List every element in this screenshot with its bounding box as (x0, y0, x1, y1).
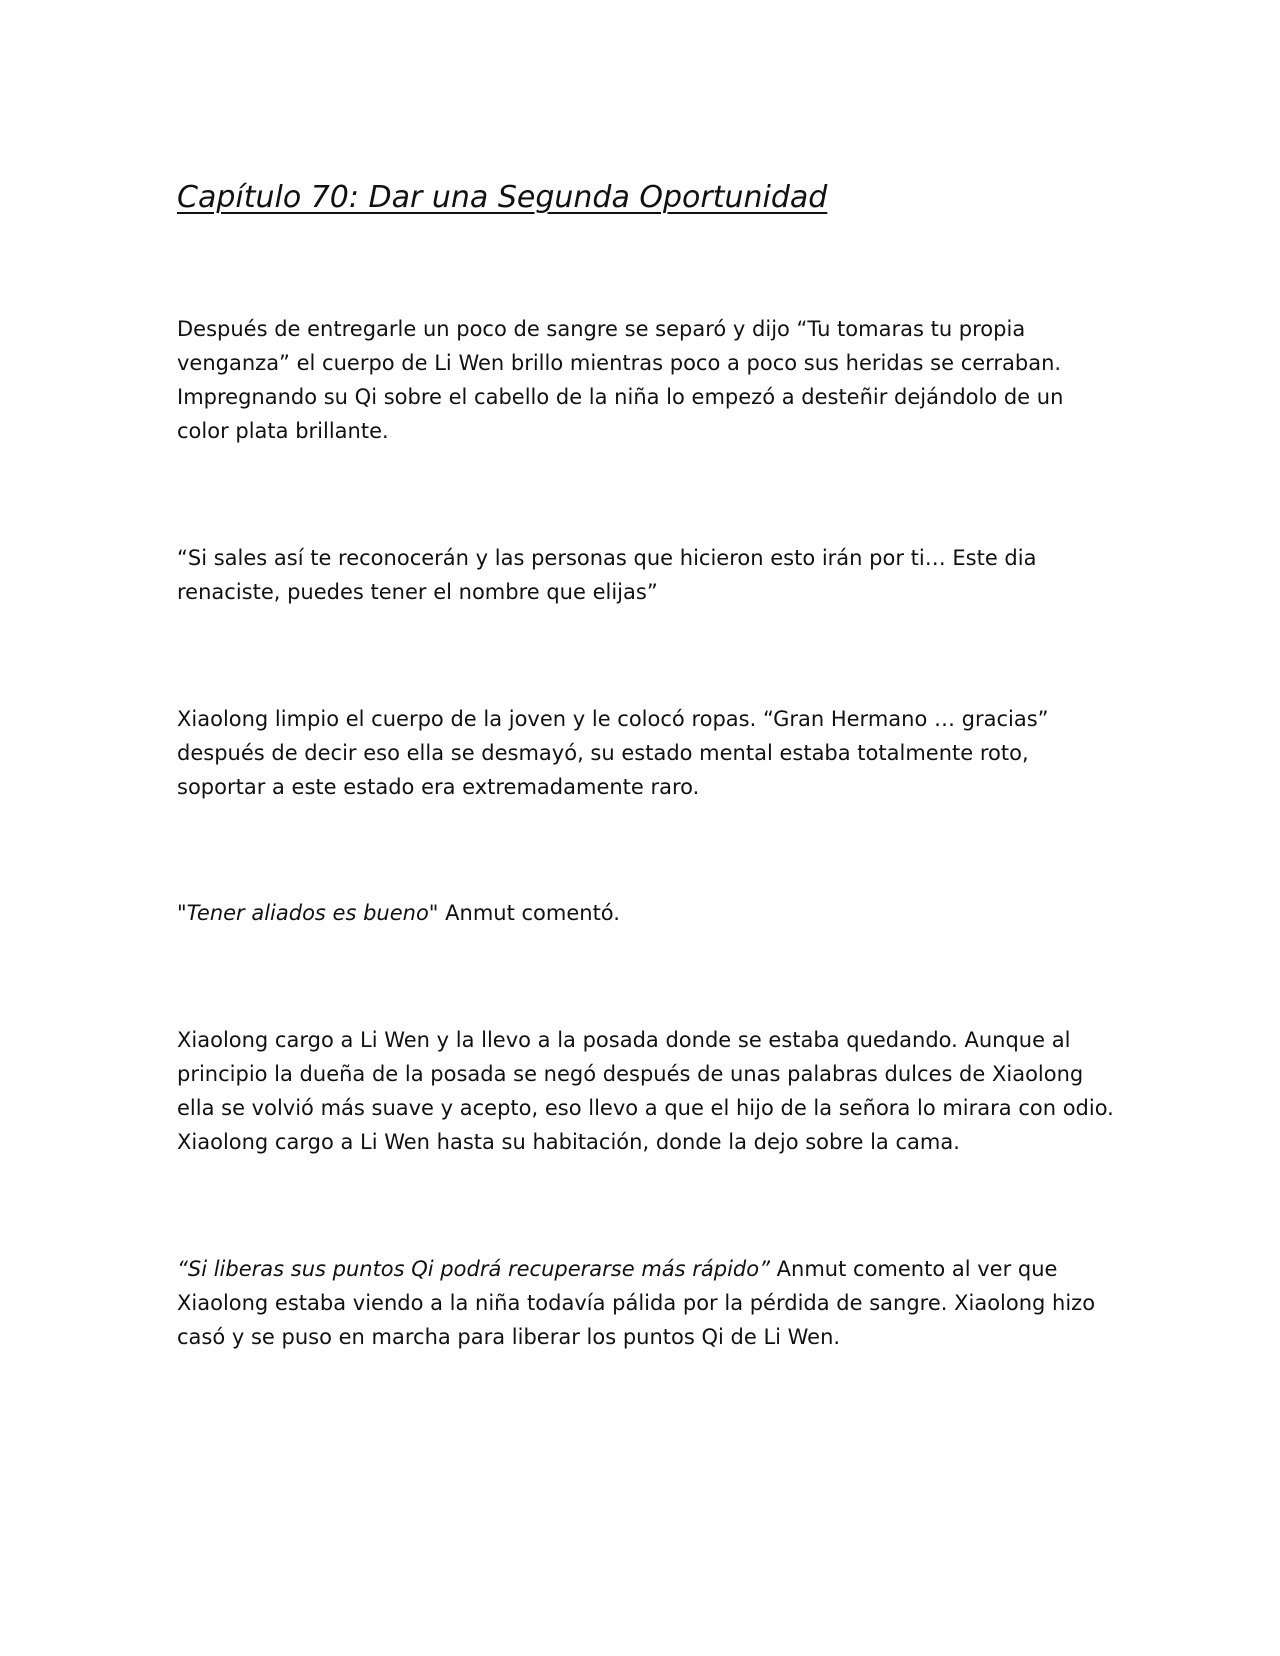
paragraph-line: principio la dueña de la posada se negó después de unas palabras dulces de Xiaolong (177, 1062, 1084, 1086)
paragraph-line: “Si sales así te reconocerán y las personas que hicieron esto irán por ti… Este dia (177, 546, 1037, 570)
paragraph-line: Xiaolong limpio el cuerpo de la joven y le colocó ropas. “Gran Hermano … gracias” (177, 707, 1049, 731)
paragraph-line: ella se volvió más suave y acepto, eso llevo a que el hijo de la señora lo mirara con odio. (177, 1096, 1114, 1120)
paragraph-line: Impregnando su Qi sobre el cabello de la niña lo empezó a desteñir dejándolo de un (177, 385, 1064, 409)
paragraph-4 (177, 896, 620, 930)
paragraph-6 (177, 1252, 1095, 1354)
quote-attribution: Anmut comentó. (438, 901, 620, 925)
paragraph-3 (177, 702, 1049, 804)
quote-attribution: Anmut comento al ver que (770, 1257, 1058, 1281)
paragraph-5 (177, 1023, 1114, 1159)
paragraph-line: renaciste, puedes tener el nombre que elijas” (177, 580, 658, 604)
paragraph-line: Xiaolong cargo a Li Wen y la llevo a la posada donde se estaba quedando. Aunque al (177, 1028, 1071, 1052)
paragraph-1 (177, 312, 1063, 448)
paragraph-2 (177, 541, 1036, 609)
paragraph-line: Xiaolong estaba viendo a la niña todavía pálida por la pérdida de sangre. Xiaolong hizo (177, 1291, 1096, 1315)
paragraph-line: Xiaolong cargo a Li Wen hasta su habitación, donde la dejo sobre la cama. (177, 1130, 960, 1154)
paragraph-line: color plata brillante. (177, 419, 389, 443)
paragraph-line: soportar a este estado era extremadamente raro. (177, 775, 700, 799)
paragraph-line: casó y se puso en marcha para liberar los puntos Qi de Li Wen. (177, 1325, 841, 1349)
paragraph-line: Después de entregarle un poco de sangre se separó y dijo “Tu tomaras tu propia (177, 317, 1026, 341)
paragraph-line (177, 1252, 1095, 1286)
chapter-title: Capítulo 70: Dar una Segunda Oportunidad (177, 180, 828, 215)
italic-quote: “Si liberas sus puntos Qi podrá recuperarse más rápido” (177, 1257, 770, 1281)
paragraph-line: venganza” el cuerpo de Li Wen brillo mientras poco a poco sus heridas se cerraban. (177, 351, 1062, 375)
italic-quote: "Tener aliados es bueno" (177, 901, 439, 925)
paragraph-line: después de decir eso ella se desmayó, su estado mental estaba totalmente roto, (177, 741, 1029, 765)
paragraph-line (177, 896, 620, 930)
